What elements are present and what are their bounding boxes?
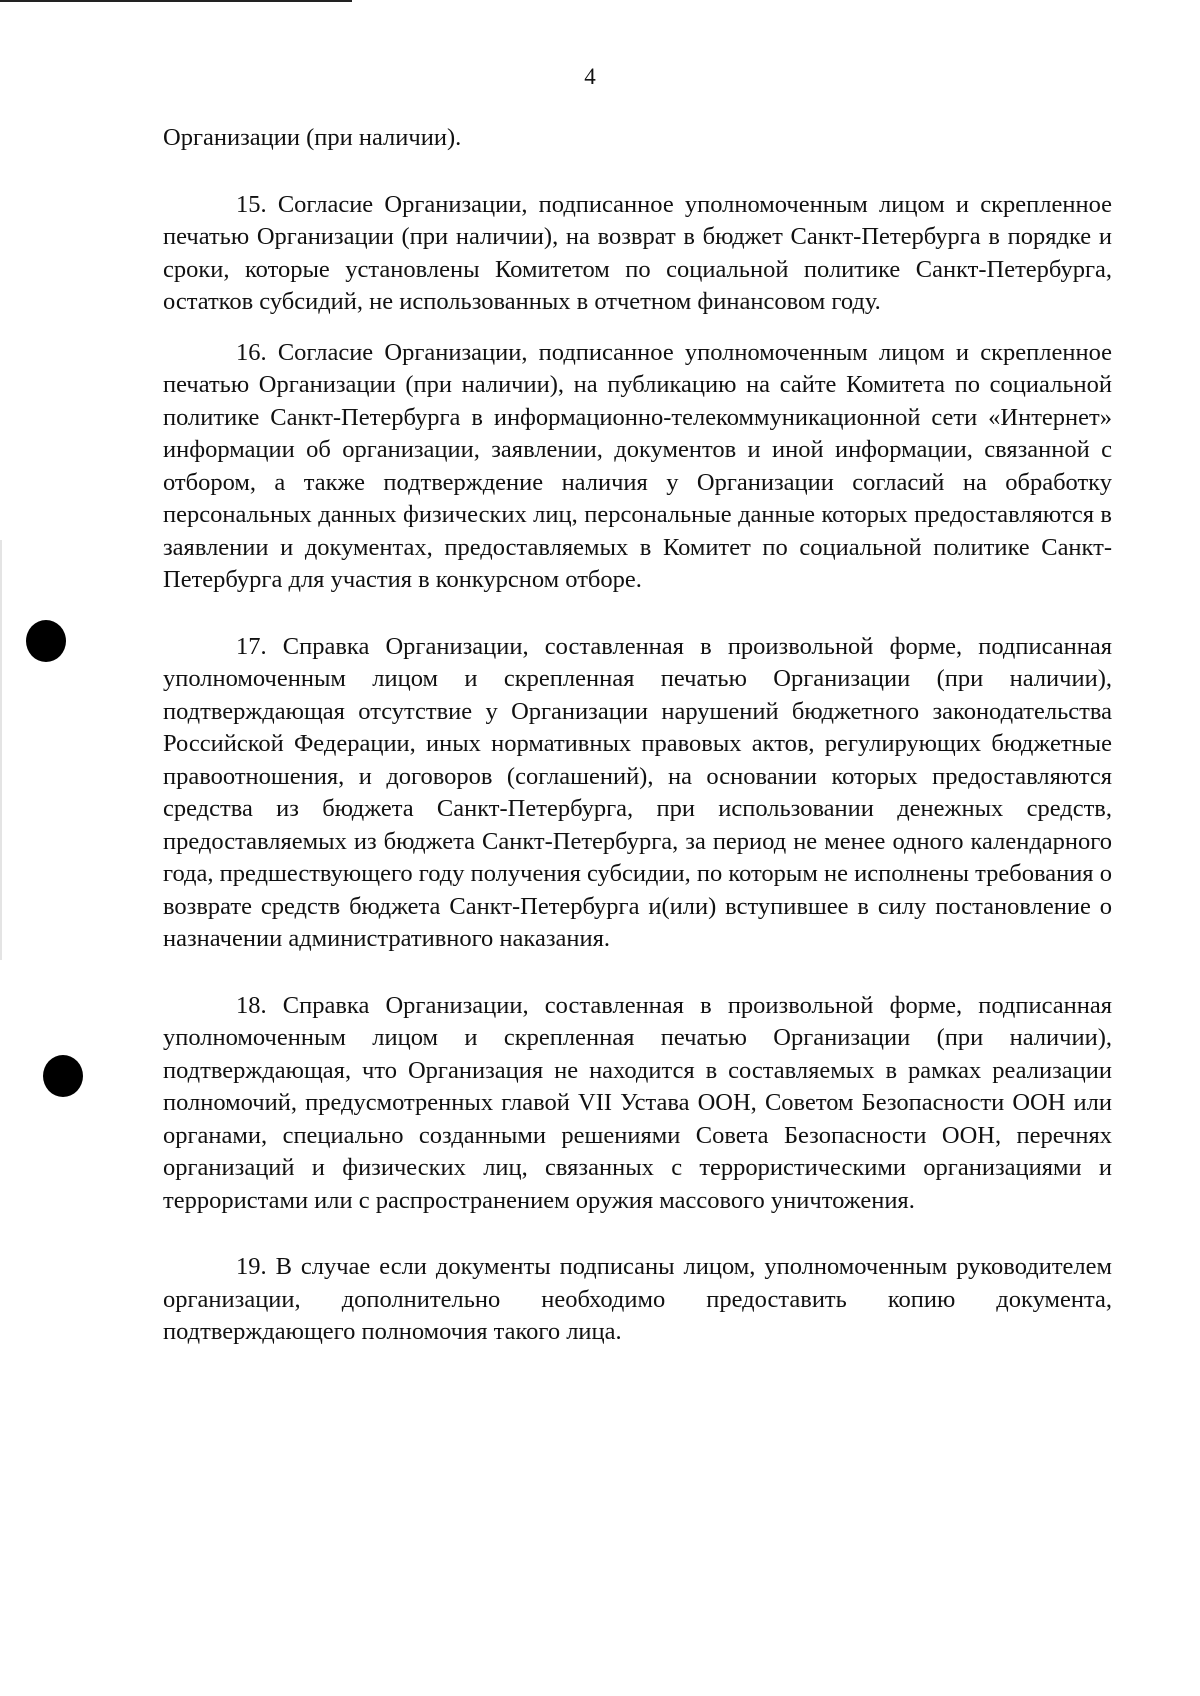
top-edge-rule bbox=[0, 0, 352, 2]
left-scan-edge bbox=[0, 540, 2, 960]
punch-hole-mark bbox=[26, 620, 66, 662]
paragraph-continuation: Организации (при наличии). bbox=[163, 124, 462, 151]
punch-hole-mark bbox=[43, 1055, 83, 1097]
document-body bbox=[163, 122, 1112, 1349]
paragraph-item-16: 16. Согласие Организации, подписанное уполномоченным лицом и скрепленное печатью Организации (при наличии), на публикацию на сайте Комитета по социальной политике Санкт-Петербурга в информационно-телекоммуникационной сети «Интернет» информации об организации, заявлении, документов и иной информации, связанной с отбором, а также подтверждение наличия у Организации согласий на обработку персональных данных физических лиц, персональные данные которых предоставляются в заявлении и документах, предоставляемых в Комитет по социальной политике Санкт-Петербурга для участия в конкурсном отборе. bbox=[163, 338, 1112, 593]
page-number: 4 bbox=[584, 64, 596, 89]
paragraph-item-18: 18. Справка Организации, составленная в произвольной форме, подписанная уполномоченным лицом и скрепленная печатью Организации (при наличии), подтверждающая, что Организация не находится в составляемых в рамках реализации полномочий, предусмотренных главой VII Устава ООН, Советом Безопасности ООН или органами, специально созданными решениями Совета Безопасности ООН, перечнях организаций и физических лиц, связанных с террористическими организациями и террористами или с распространением оружия массового уничтожения. bbox=[163, 991, 1112, 1214]
paragraph-item-19: 19. В случае если документы подписаны лицом, уполномоченным руководителем организации, дополнительно необходимо предоставить копию документа, подтверждающего полномочия такого лица. bbox=[163, 1253, 1112, 1345]
paragraph-item-17: 17. Справка Организации, составленная в произвольной форме, подписанная уполномоченным лицом и скрепленная печатью Организации (при наличии), подтверждающая отсутствие у Организации нарушений бюджетного законодательства Российской Федерации, иных нормативных правовых актов, регулирующих бюджетные правоотношения, и договоров (соглашений), на основании которых предоставляются средства из бюджета Санкт-Петербурга, при использовании денежных средств, предоставляемых из бюджета Санкт-Петербурга, за период не менее одного календарного года, предшествующего году получения субсидии, по которым не исполнены требования о возврате средств бюджета Санкт-Петербурга и(или) вступившее в силу постановление о назначении административного наказания. bbox=[163, 632, 1112, 952]
paragraph-item-15: 15. Согласие Организации, подписанное уполномоченным лицом и скрепленное печатью Организации (при наличии), на возврат в бюджет Санкт-Петербурга в порядке и сроки, которые установлены Комитетом по социальной политике Санкт-Петербурга, остатков субсидий, не использованных в отчетном финансовом году. bbox=[163, 190, 1112, 315]
